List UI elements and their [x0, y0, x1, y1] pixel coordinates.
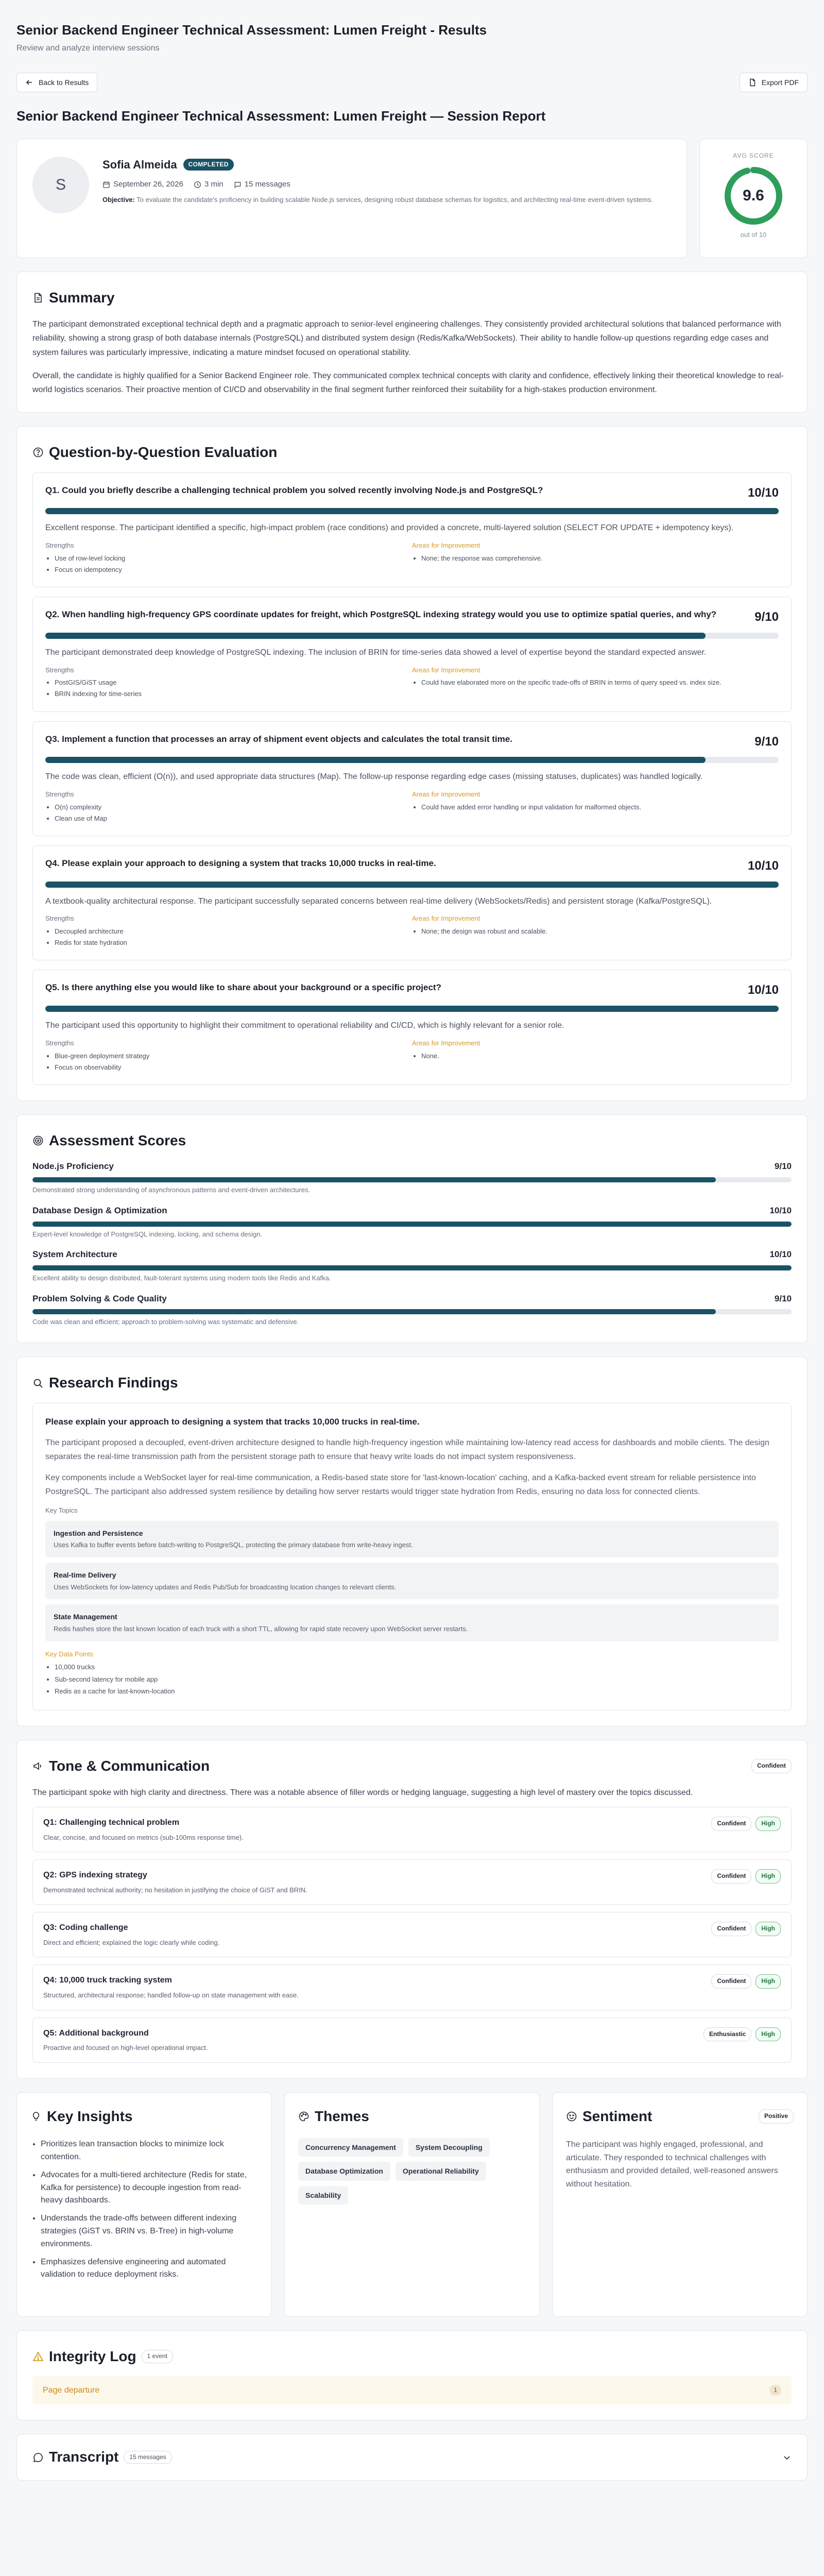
assessment-row-header [32, 1205, 792, 1217]
question-feedback: Excellent response. The participant identified a specific, high-impact problem (race conditions) and provided a concrete, multi-layered solution (SELECT FOR UPDATE + idempotency keys). [45, 523, 734, 533]
research-paragraph-1: The participant proposed a decoupled, event-driven architecture designed to handle high-frequency ingestion while maintaining low-latency read access for dashboards and mobile clients. The design separates the real-time transmission path from the persistent storage path to ensure that heavy write loads do not impact system responsiveness. [45, 1438, 769, 1461]
tone-badges [711, 1974, 781, 1988]
tone-card-body [43, 2027, 208, 2053]
improvements-column [412, 1039, 779, 1073]
message-icon [234, 181, 242, 189]
improvements-column [412, 541, 779, 575]
question-score: 9/10 [754, 610, 779, 624]
insight-item: • Emphasizes defensive engineering and automated validation to reduce deployment risks. [41, 2256, 258, 2282]
toolbar [16, 73, 808, 92]
sentiment-text: The participant was highly engaged, professional, and articulate. They responded to technical challenges with enthusiasm and provided detailed, well-reasoned answers without hesitation. [566, 2140, 778, 2189]
assessment-row-header [32, 1293, 792, 1306]
theme-tag: Concurrency Management [298, 2138, 403, 2157]
app-subtitle: Review and analyze interview sessions [16, 43, 160, 53]
assessment-score-bar [32, 1222, 792, 1227]
strength-item: • Use of row-level locking [55, 553, 412, 564]
assessment-description: Code was clean and efficient; approach to problem-solving was systematic and defensive. [32, 1318, 299, 1326]
tone-card-body [43, 1869, 307, 1895]
tone-badge: Confident [711, 1817, 751, 1831]
question-score-bar [45, 757, 779, 763]
session-meta [102, 179, 653, 190]
assessment-description: Demonstrated strong understanding of asynchronous patterns and event-driven architectures. [32, 1186, 311, 1194]
key-topic-desc: Uses WebSockets for low-latency updates and Redis Pub/Sub for broadcasting location changes to relevant clients. [54, 1583, 397, 1591]
research-title: Research Findings [49, 1375, 178, 1391]
tone-badge: Confident [711, 1974, 751, 1988]
strength-item: • Redis for state hydration [55, 937, 412, 948]
transcript-section[interactable] [16, 2434, 808, 2481]
transcript-badge: 15 messages [124, 2451, 171, 2464]
research-paragraph-2: Key components include a WebSocket layer for real-time communication, a Redis-based state store for 'last-known-location' caching, and a Kafka-backed event stream for reliable persistence into PostgreSQL. The participant also addressed system resilience by detailing how server restarts would trigger state hydration from Redis, ensuring no data loss for connected clients. [45, 1473, 756, 1497]
improvements-list [412, 802, 779, 813]
session-duration: 3 min [204, 180, 224, 189]
confidence-level-badge: High [756, 2027, 781, 2041]
question-header [45, 733, 779, 751]
objective [102, 195, 653, 205]
objective-text: To evaluate the candidate's proficiency in building scalable Node.js services, designing robust database schemas for logistics, and architecting real-time event-driven systems. [136, 196, 653, 204]
strengths-improvements [45, 914, 779, 948]
themes-list [298, 2138, 526, 2205]
file-text-icon [32, 292, 44, 303]
profile-card [16, 139, 687, 258]
theme-tag: System Decoupling [408, 2138, 490, 2157]
tone-card-title: Q4: 10,000 truck tracking system [43, 1976, 172, 1985]
themes-title: Themes [315, 2108, 369, 2124]
tone-badges [711, 1869, 781, 1883]
assessment-title: Assessment Scores [49, 1132, 186, 1148]
strength-item: • Blue-green deployment strategy [55, 1050, 412, 1062]
key-topic-title: Real-time Delivery [54, 1571, 116, 1580]
question-card [32, 597, 792, 711]
integrity-event-count: 1 [769, 2385, 781, 2396]
research-card [32, 1403, 792, 1710]
sentiment-title: Sentiment [582, 2108, 653, 2124]
question-card [32, 472, 792, 587]
strength-item: • BRIN indexing for time-series [55, 688, 412, 700]
question-feedback: The participant used this opportunity to highlight their commitment to operational reliability and CI/CD, which is highly relevant for a senior role. [45, 1021, 564, 1030]
strengths-improvements [45, 1039, 779, 1073]
tone-card-title: Q2: GPS indexing strategy [43, 1871, 147, 1880]
strengths-label: Strengths [45, 790, 74, 798]
assessment-section [16, 1114, 808, 1344]
tone-card-body [43, 1974, 299, 2000]
tone-badge: Confident [711, 1869, 751, 1883]
integrity-event-row[interactable] [32, 2376, 792, 2404]
strength-item: • O(n) complexity [55, 802, 412, 813]
question-score-fill [45, 508, 779, 514]
question-score-bar [45, 1006, 779, 1012]
qbq-section [16, 426, 808, 1101]
session-date: September 26, 2026 [113, 180, 183, 189]
key-topic-desc: Uses Kafka to buffer events before batch-writing to PostgreSQL, protecting the primary database from write-heavy ingest. [54, 1541, 413, 1549]
question-score: 10/10 [747, 983, 779, 997]
tone-text: The participant spoke with high clarity and directness. There was a notable absence of filler words or hedging language, suggesting a high level of mastery over the topics discussed. [32, 1788, 693, 1798]
target-icon [32, 1135, 44, 1146]
key-data-point: • Redis as a cache for last-known-location [55, 1685, 779, 1697]
strengths-list [45, 553, 412, 575]
avg-score-label: AVG SCORE [733, 151, 774, 159]
theme-tag: Database Optimization [298, 2162, 390, 2180]
question-card [32, 721, 792, 836]
assessment-score: 10/10 [769, 1205, 792, 1215]
assessment-score-fill [32, 1222, 792, 1227]
strength-item: • Focus on idempotency [55, 564, 412, 575]
confidence-level-badge: High [756, 1974, 781, 1988]
tone-card [32, 1807, 792, 1852]
tone-card-body [43, 1817, 244, 1842]
assessment-name: Problem Solving & Code Quality [32, 1293, 167, 1303]
improvement-item: • None; the response was comprehensive. [421, 553, 779, 564]
assessment-score-bar [32, 1177, 792, 1182]
question-feedback: A textbook-quality architectural response. The participant successfully separated concerns between real-time delivery (WebSockets/Redis) and persistent storage (Kafka/PostgreSQL). [45, 896, 712, 906]
objective-label: Objective: [102, 196, 135, 204]
lightbulb-icon [30, 2111, 42, 2122]
assessment-description: Excellent ability to design distributed, fault-tolerant systems using modern tools like Redis and Kafka. [32, 1274, 331, 1282]
tone-section [16, 1740, 808, 2079]
assessment-name: Database Design & Optimization [32, 1205, 167, 1215]
question-score-fill [45, 633, 706, 639]
confidence-level-badge: High [756, 1817, 781, 1831]
research-section [16, 1357, 808, 1726]
strengths-list [45, 802, 412, 824]
confidence-level-badge: High [756, 1869, 781, 1883]
strengths-list [45, 926, 412, 948]
summary-section [16, 272, 808, 413]
strengths-label: Strengths [45, 541, 74, 550]
themes-card [284, 2092, 540, 2317]
overall-tone-badge: Confident [751, 1759, 792, 1773]
qbq-title: Question-by-Question Evaluation [49, 444, 278, 461]
back-label: Back to Results [39, 78, 89, 87]
improvements-column [412, 914, 779, 948]
question-title: Q2. When handling high-frequency GPS coordinate updates for freight, which PostgreSQL indexing strategy would you use to optimize spatial queries, and why? [45, 609, 717, 620]
assessment-score: 9/10 [774, 1161, 792, 1172]
summary-paragraph-1: The participant demonstrated exceptional technical depth and a pragmatic approach to senior-level engineering challenges. They consistently provided architectural solutions that balanced performance with reliability, showing a strong grasp of both database internals (PostgreSQL) and distributed system design (Redis/Kafka/WebSockets). Their ability to handle follow-up questions regarding edge cases and system failures was particularly impressive, indicating a mature mindset focused on operational stability. [32, 320, 781, 357]
integrity-title: Integrity Log [49, 2348, 136, 2364]
tone-badge: Confident [711, 1922, 751, 1936]
assessment-name: System Architecture [32, 1249, 117, 1260]
tone-card-desc: Structured, architectural response; handled follow-up on state management with ease. [43, 1991, 299, 1999]
key-topic [45, 1604, 779, 1641]
tone-card [32, 1859, 792, 1905]
insights-list [30, 2138, 258, 2281]
tone-badges [703, 2027, 781, 2041]
tone-card [32, 2018, 792, 2063]
assessment-score-bar [32, 1309, 792, 1314]
strengths-label: Strengths [45, 666, 74, 674]
session-messages: 15 messages [244, 180, 290, 189]
question-title: Q3. Implement a function that processes an array of shipment event objects and calculates the total transit time. [45, 734, 512, 744]
question-card [32, 970, 792, 1084]
key-topic [45, 1521, 779, 1557]
key-insights-card [16, 2092, 272, 2317]
key-topic [45, 1563, 779, 1599]
key-data-point: • Sub-second latency for mobile app [55, 1673, 779, 1685]
sentiment-badge: Positive [759, 2109, 794, 2123]
improvements-list [412, 1050, 779, 1062]
strength-item: • Decoupled architecture [55, 926, 412, 937]
tone-card-title: Q5: Additional background [43, 2028, 149, 2038]
improvement-item: • None; the design was robust and scalable. [421, 926, 779, 937]
tone-badges [711, 1922, 781, 1936]
improvements-column [412, 790, 779, 824]
tone-card-title: Q3: Coding challenge [43, 1923, 128, 1933]
search-icon [32, 1378, 44, 1389]
tone-card-desc: Clear, concise, and focused on metrics (sub-100ms response time). [43, 1833, 244, 1841]
export-pdf-button[interactable] [740, 73, 808, 92]
score-ring [723, 165, 784, 226]
assessment-score-fill [32, 1177, 716, 1182]
strengths-improvements [45, 541, 779, 575]
insight-item: • Understands the trade-offs between different indexing strategies (GiST vs. BRIN vs. B-Tree) in high-volume environments. [41, 2212, 258, 2250]
strength-item: • Clean use of Map [55, 813, 412, 824]
assessment-score: 10/10 [769, 1249, 792, 1260]
key-topic-title: State Management [54, 1613, 117, 1621]
strengths-list [45, 1050, 412, 1073]
help-circle-icon [32, 447, 44, 458]
arrow-left-icon [25, 78, 33, 87]
tone-card-desc: Proactive and focused on high-level operational impact. [43, 2043, 208, 2052]
assessment-score-fill [32, 1309, 716, 1314]
clock-icon [194, 181, 201, 189]
improvements-list [412, 553, 779, 564]
app-title: Senior Backend Engineer Technical Assessment: Lumen Freight - Results [16, 22, 487, 38]
assessment-row [32, 1160, 792, 1195]
avg-score-card [699, 139, 808, 258]
avg-score-value: 9.6 [743, 187, 764, 205]
strengths-list [45, 677, 412, 700]
assessment-row [32, 1248, 792, 1283]
tone-card-body [43, 1922, 219, 1947]
insights-row [16, 2092, 808, 2317]
assessment-score-bar [32, 1265, 792, 1270]
assessment-row [32, 1293, 792, 1327]
question-title: Q5. Is there anything else you would like to share about your background or a specific project? [45, 982, 441, 993]
tone-badges [711, 1817, 781, 1831]
improvements-label: Areas for Improvement [412, 1039, 480, 1047]
smile-icon [566, 2111, 577, 2122]
top-row [16, 139, 808, 258]
assessment-row-header [32, 1248, 792, 1261]
integrity-section [16, 2330, 808, 2421]
strength-item: • Focus on observability [55, 1062, 412, 1073]
tone-title: Tone & Communication [49, 1757, 210, 1774]
strengths-improvements [45, 790, 779, 824]
improvement-item: • Could have elaborated more on the specific trade-offs of BRIN in terms of query speed vs. index size. [421, 677, 779, 688]
improvements-list [412, 926, 779, 937]
question-card [32, 845, 792, 960]
improvements-label: Areas for Improvement [412, 666, 480, 674]
strengths-column [45, 914, 412, 948]
back-button[interactable] [16, 73, 97, 92]
status-badge: COMPLETED [183, 159, 234, 171]
transcript-title: Transcript [49, 2449, 119, 2465]
question-feedback: The participant demonstrated deep knowledge of PostgreSQL indexing. The inclusion of BRIN for time-series data showed a level of expertise beyond the standard expected answer. [45, 648, 707, 657]
strengths-label: Strengths [45, 914, 74, 923]
strengths-column [45, 790, 412, 824]
question-header [45, 857, 779, 875]
report-title: Senior Backend Engineer Technical Assessment: Lumen Freight — Session Report [16, 108, 546, 124]
participant-name: Sofia Almeida [102, 158, 177, 171]
palette-icon [298, 2111, 310, 2122]
summary-title: Summary [49, 289, 115, 306]
insights-title: Key Insights [47, 2108, 133, 2124]
confidence-level-badge: High [756, 1922, 781, 1936]
research-question: Please explain your approach to designing a system that tracks 10,000 trucks in real-time. [45, 1416, 420, 1427]
key-topic-desc: Redis hashes store the last known location of each truck with a short TTL, allowing for rapid state recovery upon WebSocket server restarts. [54, 1624, 468, 1633]
warning-icon [32, 2351, 44, 2362]
improvements-label: Areas for Improvement [412, 914, 480, 923]
improvement-item: • Could have added error handling or input validation for malformed objects. [421, 802, 779, 813]
document-icon [748, 78, 757, 87]
assessment-row [32, 1205, 792, 1239]
question-score: 9/10 [754, 734, 779, 749]
tone-card-desc: Direct and efficient; explained the logic clearly while coding. [43, 1938, 220, 1946]
insight-item: • Prioritizes lean transaction blocks to minimize lock contention. [41, 2138, 258, 2164]
question-score-bar [45, 882, 779, 888]
integrity-badge: 1 event [142, 2350, 173, 2363]
calendar-icon [102, 181, 110, 189]
tone-badge: Enthusiastic [703, 2027, 751, 2041]
strengths-label: Strengths [45, 1039, 74, 1047]
assessment-name: Node.js Proficiency [32, 1161, 114, 1172]
insight-item: • Advocates for a multi-tiered architecture (Redis for state, Kafka for persistence) to decouple ingestion from read-heavy dashboards. [41, 2169, 258, 2207]
strengths-column [45, 666, 412, 700]
megaphone-icon [32, 1760, 44, 1772]
avg-score-outof: out of 10 [740, 230, 767, 239]
question-score-bar [45, 508, 779, 514]
avatar: S [32, 157, 89, 213]
question-score-fill [45, 882, 779, 888]
question-score: 10/10 [747, 858, 779, 873]
integrity-event-label: Page departure [43, 2386, 100, 2395]
key-data-point: • 10,000 trucks [55, 1661, 779, 1673]
chat-icon [32, 2452, 44, 2463]
summary-paragraph-2: Overall, the candidate is highly qualified for a Senior Backend Engineer role. They communicated complex technical concepts with clarity and confidence, effectively linking their theoretical knowledge to real-world logistics scenarios. Their proactive mention of CI/CD and observability in the final segment further reinforced their suitability for a high-stakes production environment. [32, 371, 784, 394]
improvements-list [412, 677, 779, 688]
tone-card-desc: Demonstrated technical authority; no hesitation in justifying the choice of GiST and BRIN. [43, 1886, 307, 1894]
theme-tag: Scalability [298, 2186, 348, 2205]
tone-card [32, 1912, 792, 1957]
theme-tag: Operational Reliability [396, 2162, 486, 2180]
key-data-points-list [45, 1661, 779, 1697]
question-feedback: The code was clean, efficient (O(n)), and used appropriate data structures (Map). The follow-up response regarding edge cases (missing statuses, duplicates) was handled logically. [45, 772, 703, 782]
tone-card [32, 1964, 792, 2010]
question-header [45, 608, 779, 626]
strengths-column [45, 1039, 412, 1073]
strengths-improvements [45, 666, 779, 700]
question-score-fill [45, 757, 706, 763]
question-title: Q4. Please explain your approach to designing a system that tracks 10,000 trucks in real-time. [45, 858, 436, 868]
question-score-fill [45, 1006, 779, 1012]
question-score: 10/10 [747, 485, 779, 500]
tone-card-title: Q1: Challenging technical problem [43, 1818, 180, 1827]
question-score-bar [45, 633, 779, 639]
sentiment-card [552, 2092, 808, 2317]
improvements-label: Areas for Improvement [412, 541, 480, 550]
assessment-score-fill [32, 1265, 792, 1270]
assessment-score: 9/10 [774, 1293, 792, 1303]
question-header [45, 981, 779, 999]
assessment-description: Expert-level knowledge of PostgreSQL indexing, locking, and schema design. [32, 1230, 263, 1238]
key-topic-title: Ingestion and Persistence [54, 1529, 143, 1538]
key-data-points-label: Key Data Points [45, 1650, 94, 1658]
improvements-column [412, 666, 779, 700]
key-topics-label: Key Topics [45, 1506, 78, 1515]
improvements-label: Areas for Improvement [412, 790, 480, 798]
chevron-down-icon[interactable] [782, 2453, 792, 2462]
strengths-column [45, 541, 412, 575]
question-title: Q1. Could you briefly describe a challenging technical problem you solved recently involving Node.js and PostgreSQL? [45, 485, 543, 495]
strength-item: • PostGIS/GiST usage [55, 677, 412, 688]
export-label: Export PDF [761, 78, 799, 87]
question-header [45, 484, 779, 502]
improvement-item: • None. [421, 1050, 779, 1062]
assessment-row-header [32, 1160, 792, 1173]
